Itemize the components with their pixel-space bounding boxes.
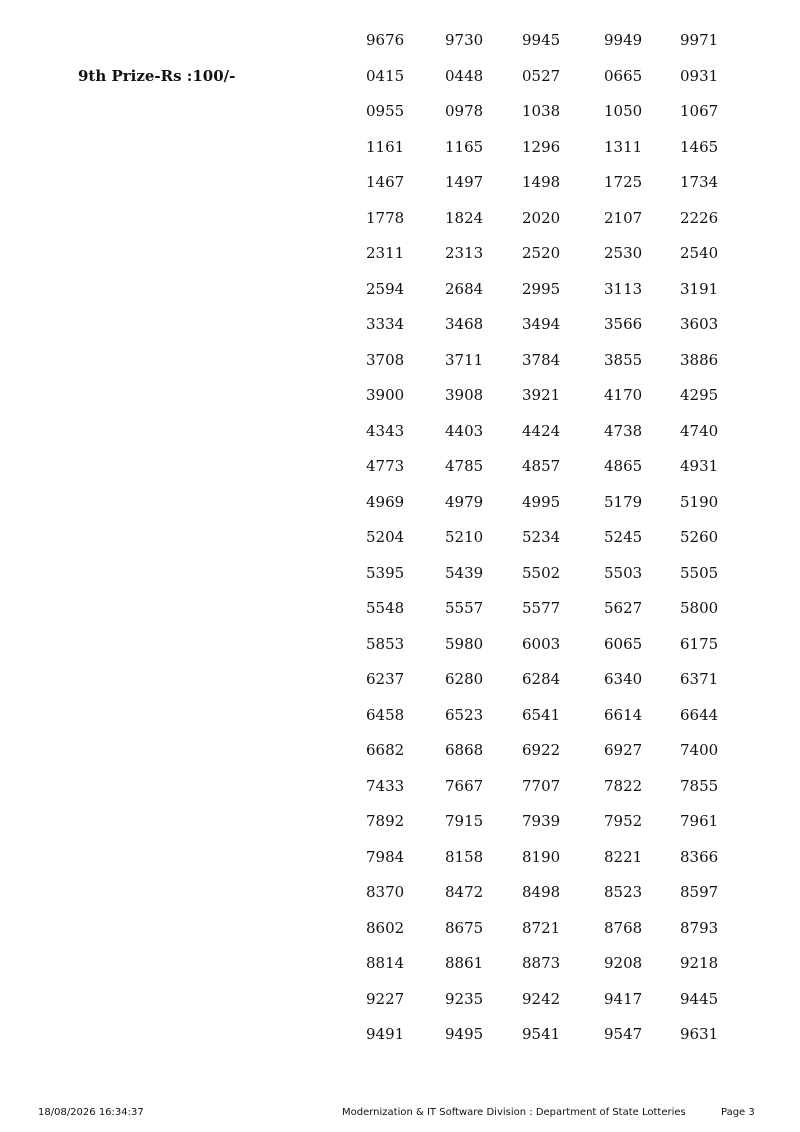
- winning-number: 6280: [445, 670, 484, 688]
- winning-number: 8190: [522, 847, 561, 866]
- winning-numbers-grid: [366, 30, 746, 1060]
- number-row: [366, 705, 746, 741]
- winning-number: 4738: [604, 421, 643, 440]
- winning-number: 9541: [522, 1025, 561, 1043]
- winning-number: 4857: [522, 457, 561, 475]
- winning-number: 9208: [604, 954, 643, 972]
- number-row: [366, 385, 746, 421]
- winning-number: 7855: [680, 776, 719, 795]
- winning-number: 7984: [366, 847, 405, 866]
- winning-number: 7822: [604, 776, 643, 795]
- number-row: [366, 882, 746, 918]
- winning-number: 9491: [366, 1025, 405, 1043]
- winning-number: 1296: [522, 137, 561, 156]
- winning-number: 1725: [604, 173, 643, 191]
- number-row: [366, 279, 746, 315]
- winning-number: 6237: [366, 670, 405, 688]
- winning-number: 9235: [445, 989, 484, 1008]
- number-row: [366, 563, 746, 599]
- winning-number: 3711: [445, 350, 484, 369]
- winning-number: 5179: [604, 492, 643, 511]
- winning-number: 2540: [680, 244, 719, 262]
- number-row: [366, 953, 746, 989]
- number-row: [366, 350, 746, 386]
- winning-number: 9445: [680, 989, 719, 1008]
- winning-number: 3908: [445, 386, 484, 404]
- winning-number: 1038: [522, 102, 561, 120]
- winning-number: 5260: [680, 528, 719, 546]
- winning-number: 7952: [604, 812, 643, 830]
- winning-number: 4740: [680, 421, 719, 440]
- winning-number: 5190: [680, 492, 719, 511]
- winning-number: 5505: [680, 563, 719, 582]
- winning-number: 0415: [366, 66, 405, 85]
- winning-number: 6682: [366, 741, 405, 759]
- winning-number: 3191: [680, 279, 719, 298]
- footer-page-number: Page 3: [721, 1107, 755, 1118]
- winning-number: 1734: [680, 173, 719, 191]
- winning-number: 3334: [366, 315, 405, 333]
- winning-number: 9631: [680, 1025, 719, 1043]
- number-row: [366, 492, 746, 528]
- winning-number: 4931: [680, 457, 719, 475]
- winning-number: 5395: [366, 563, 405, 582]
- winning-number: 2530: [604, 244, 643, 262]
- winning-number: 5439: [445, 563, 484, 582]
- winning-number: 4424: [522, 421, 561, 440]
- winning-number: 8597: [680, 883, 719, 901]
- winning-number: 5853: [366, 634, 405, 653]
- number-row: [366, 1024, 746, 1060]
- winning-number: 1498: [522, 173, 561, 191]
- number-row: [366, 314, 746, 350]
- winning-number: 5577: [522, 599, 561, 617]
- winning-number: 6644: [680, 705, 719, 724]
- winning-number: 1778: [366, 208, 405, 227]
- winning-number: 8814: [366, 954, 405, 972]
- winning-number: 8793: [680, 918, 719, 937]
- winning-number: 4995: [522, 492, 561, 511]
- winning-number: 8602: [366, 918, 405, 937]
- number-row: [366, 456, 746, 492]
- winning-number: 9242: [522, 989, 561, 1008]
- winning-number: 2995: [522, 279, 561, 298]
- winning-number: 7433: [366, 776, 405, 795]
- winning-number: 0955: [366, 102, 405, 120]
- winning-number: 5245: [604, 528, 643, 546]
- winning-number: 8721: [522, 918, 561, 937]
- winning-number: 1465: [680, 137, 719, 156]
- number-row: [366, 243, 746, 279]
- winning-number: 0448: [445, 66, 484, 85]
- number-row: [366, 634, 746, 670]
- winning-number: 6175: [680, 634, 719, 653]
- number-row: [366, 811, 746, 847]
- winning-number: 7915: [445, 812, 484, 830]
- winning-number: 8768: [604, 918, 643, 937]
- winning-number: 8221: [604, 847, 643, 866]
- winning-number: 8158: [445, 847, 484, 866]
- number-row: [366, 66, 746, 102]
- page-footer: [0, 1106, 800, 1122]
- winning-number: 1824: [445, 208, 484, 227]
- number-row: [366, 669, 746, 705]
- number-row: [366, 598, 746, 634]
- winning-number: 8861: [445, 954, 484, 972]
- winning-number: 5503: [604, 563, 643, 582]
- number-row: [366, 101, 746, 137]
- winning-number: 5548: [366, 599, 405, 617]
- winning-number: 1050: [604, 102, 643, 120]
- winning-number: 6340: [604, 670, 643, 688]
- winning-number: 0665: [604, 66, 643, 85]
- number-row: [366, 30, 746, 66]
- number-row: [366, 776, 746, 812]
- winning-number: 7400: [680, 741, 719, 759]
- winning-number: 0978: [445, 102, 484, 120]
- winning-number: 3603: [680, 315, 719, 333]
- footer-timestamp: 18/08/2026 16:34:37: [38, 1107, 144, 1118]
- winning-number: 9227: [366, 989, 405, 1008]
- winning-number: 8366: [680, 847, 719, 866]
- winning-number: 3855: [604, 350, 643, 369]
- winning-number: 4785: [445, 457, 484, 475]
- winning-number: 7939: [522, 812, 561, 830]
- number-row: [366, 847, 746, 883]
- winning-number: 0527: [522, 66, 561, 85]
- winning-number: 2226: [680, 208, 719, 227]
- winning-number: 4403: [445, 421, 484, 440]
- winning-number: 6927: [604, 741, 643, 759]
- winning-number: 4170: [604, 386, 643, 404]
- winning-number: 3886: [680, 350, 719, 369]
- winning-number: 9730: [445, 31, 484, 49]
- winning-number: 6003: [522, 634, 561, 653]
- winning-number: 4969: [366, 492, 405, 511]
- winning-number: 5210: [445, 528, 484, 546]
- winning-number: 4979: [445, 492, 484, 511]
- winning-number: 5234: [522, 528, 561, 546]
- winning-number: 8498: [522, 883, 561, 901]
- winning-number: 2311: [366, 244, 405, 262]
- winning-number: 2520: [522, 244, 561, 262]
- winning-number: 9218: [680, 954, 719, 972]
- number-row: [366, 137, 746, 173]
- winning-number: 3566: [604, 315, 643, 333]
- winning-number: 6065: [604, 634, 643, 653]
- winning-number: 6458: [366, 705, 405, 724]
- winning-number: 9547: [604, 1025, 643, 1043]
- winning-number: 2684: [445, 279, 484, 298]
- winning-number: 5557: [445, 599, 484, 617]
- winning-number: 9945: [522, 31, 561, 49]
- winning-number: 5980: [445, 634, 484, 653]
- winning-number: 4773: [366, 457, 405, 475]
- winning-number: 3708: [366, 350, 405, 369]
- winning-number: 8472: [445, 883, 484, 901]
- winning-number: 8675: [445, 918, 484, 937]
- winning-number: 8873: [522, 954, 561, 972]
- winning-number: 1161: [366, 137, 405, 156]
- winning-number: 0931: [680, 66, 719, 85]
- winning-number: 3784: [522, 350, 561, 369]
- winning-number: 1165: [445, 137, 484, 156]
- winning-number: 3494: [522, 315, 561, 333]
- winning-number: 6371: [680, 670, 719, 688]
- winning-number: 8523: [604, 883, 643, 901]
- winning-number: 9417: [604, 989, 643, 1008]
- prize-label: 9th Prize-Rs :100/-: [78, 67, 236, 85]
- footer-division: Modernization & IT Software Division : Department of State Lotteries: [342, 1107, 686, 1118]
- winning-number: 7667: [445, 776, 484, 795]
- winning-number: 3113: [604, 279, 643, 298]
- number-row: [366, 740, 746, 776]
- number-row: [366, 172, 746, 208]
- winning-number: 7707: [522, 776, 561, 795]
- winning-number: 6868: [445, 741, 484, 759]
- number-row: [366, 208, 746, 244]
- winning-number: 5502: [522, 563, 561, 582]
- winning-number: 8370: [366, 883, 405, 901]
- winning-number: 2313: [445, 244, 484, 262]
- winning-number: 9495: [445, 1025, 484, 1043]
- winning-number: 5800: [680, 599, 719, 617]
- winning-number: 3900: [366, 386, 405, 404]
- winning-number: 5627: [604, 599, 643, 617]
- winning-number: 7892: [366, 812, 405, 830]
- winning-number: 4343: [366, 421, 405, 440]
- winning-number: 3468: [445, 315, 484, 333]
- number-row: [366, 989, 746, 1025]
- winning-number: 6614: [604, 705, 643, 724]
- winning-number: 7961: [680, 812, 719, 830]
- winning-number: 5204: [366, 528, 405, 546]
- winning-number: 4295: [680, 386, 719, 404]
- winning-number: 1067: [680, 102, 719, 120]
- winning-number: 4865: [604, 457, 643, 475]
- winning-number: 6541: [522, 705, 561, 724]
- winning-number: 3921: [522, 386, 561, 404]
- winning-number: 2107: [604, 208, 643, 227]
- winning-number: 1467: [366, 173, 405, 191]
- winning-number: 6922: [522, 741, 561, 759]
- winning-number: 9971: [680, 31, 719, 49]
- winning-number: 2594: [366, 279, 405, 298]
- winning-number: 2020: [522, 208, 561, 227]
- number-row: [366, 421, 746, 457]
- number-row: [366, 527, 746, 563]
- number-row: [366, 918, 746, 954]
- winning-number: 9949: [604, 31, 643, 49]
- winning-number: 6284: [522, 670, 561, 688]
- winning-number: 1311: [604, 137, 643, 156]
- winning-number: 6523: [445, 705, 484, 724]
- winning-number: 1497: [445, 173, 484, 191]
- winning-number: 9676: [366, 31, 405, 49]
